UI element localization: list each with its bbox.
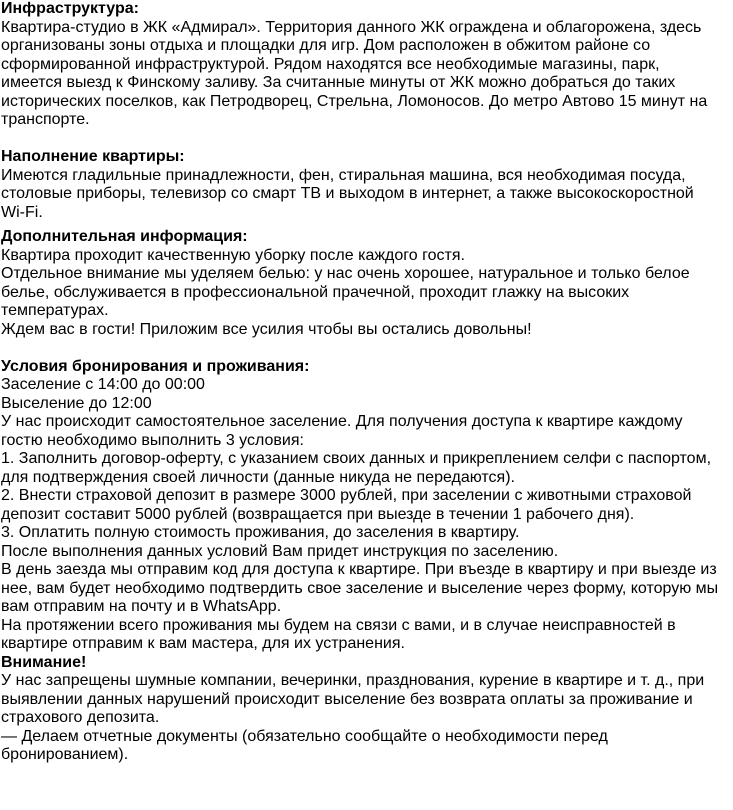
attention-line: — Делаем отчетные документы (обязательно сообщайте о необходимости перед бронированием).: [1, 727, 608, 763]
infrastructure-heading: Инфраструктура:: [1, 0, 139, 17]
infrastructure-section: [1, 0, 721, 130]
booking-conditions-heading: Условия бронирования и проживания:: [1, 357, 310, 375]
spacer: [1, 339, 721, 358]
booking-line: 1. Заполнить договор-оферту, с указанием своих данных и прикреплением селфи с паспортом, для подтверждения своей личности (данные никуда не передаются).: [1, 450, 712, 486]
booking-line: Заселение с 14:00 до 00:00: [1, 376, 205, 393]
booking-line: Выселение до 12:00: [1, 394, 152, 412]
apartment-contents-section: [1, 148, 721, 222]
booking-line: У нас происходит самостоятельное заселение. Для получения доступа к квартире каждому гостю необходимо выполнить 3 условия:: [1, 413, 683, 449]
apartment-contents-heading: Наполнение квартиры:: [1, 148, 185, 165]
additional-info-line: Отдельное внимание мы уделяем белью: у нас очень хорошее, натуральное и только белое белье, обслуживается в профессиональной прачечной, проходит глажку на высоких температурах.: [1, 265, 690, 319]
attention-section: [1, 654, 721, 765]
booking-line: 3. Оплатить полную стоимость проживания, до заселения в квартиру.: [1, 524, 520, 541]
additional-info-line: Квартира проходит качественную уборку после каждого гостя.: [1, 246, 465, 264]
attention-line: У нас запрещены шумные компании, вечеринки, празднования, курение в квартире и т. д., при выявлении данных нарушений происходит выселение без возврата оплаты за проживание и страхового депозита.: [1, 672, 705, 726]
booking-line: После выполнения данных условий Вам придет инструкция по заселению.: [1, 542, 559, 560]
additional-info-line: Ждем вас в гости! Приложим все усилия чтобы вы остались довольны!: [1, 320, 532, 338]
booking-line: 2. Внести страховой депозит в размере 3000 рублей, при заселении с животными страховой депозит составит 5000 рублей (возвращается при выезде в течении 1 рабочего дня).: [1, 487, 692, 523]
additional-info-heading: Дополнительная информация:: [1, 228, 248, 245]
attention-heading: Внимание!: [1, 653, 87, 671]
infrastructure-text: Квартира-студио в ЖК «Адмирал». Территория данного ЖК ограждена и облагорожена, здесь организованы зоны отдыха и площадки для игр. Дом расположен в обжитом районе со сформированной инфраструктурой. Рядом находятся все необходимые магазины, парк, имеется выезд к Финскому заливу. За считанные минуты от ЖК можно добраться до таких исторических поселков, как Петродворец, Стрельна, Ломоносов. До метро Автово 15 минут на транспорте.: [1, 18, 708, 128]
booking-line: В день заезда мы отправим код для доступа к квартире. При въезде в квартиру и при выезде из нее, вам будет необходимо подтвердить свое заселение и выселение через форму, которую мы вам отправим на почту и в WhatsApp.: [1, 561, 719, 615]
additional-info-section: [1, 228, 721, 339]
booking-line: На протяжении всего проживания мы будем на связи с вами, и в случае неисправностей в квартире отправим к вам мастера, для их устранения.: [1, 616, 676, 652]
spacer: [1, 130, 721, 149]
apartment-contents-text: Имеются гладильные принадлежности, фен, стиральная машина, вся необходимая посуда, столовые приборы, телевизор со смарт ТВ и выходом в интернет, а также высокоскоростной Wi-Fi.: [1, 166, 694, 221]
booking-conditions-section: [1, 358, 721, 654]
